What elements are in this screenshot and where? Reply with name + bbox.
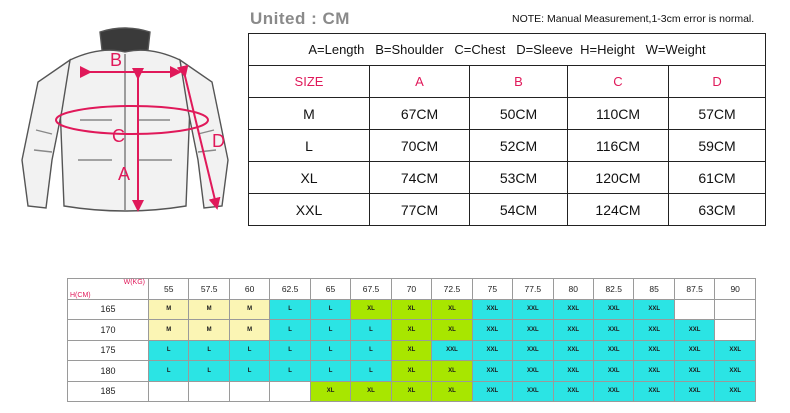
table-row	[249, 162, 766, 194]
size-recommendation-cell: XXL	[513, 320, 553, 341]
size-recommendation-cell: XL	[391, 381, 431, 402]
label-b: B	[110, 50, 123, 70]
size-recommendation-cell: L	[310, 299, 350, 320]
size-recommendation-cell: XXL	[553, 299, 593, 320]
size-recommendation-cell	[715, 320, 756, 341]
size-cell: M	[249, 98, 370, 130]
table-row	[68, 381, 756, 402]
size-recommendation-cell: XXL	[513, 299, 553, 320]
size-recommendation-cell: L	[310, 340, 350, 361]
size-recommendation-cell: XXL	[715, 381, 756, 402]
size-recommendation-cell: L	[149, 340, 189, 361]
size-table-header	[249, 66, 766, 98]
size-recommendation-cell	[674, 299, 714, 320]
size-recommendation-cell	[270, 381, 310, 402]
size-recommendation-cell: XXL	[593, 340, 633, 361]
size-recommendation-cell: XXL	[674, 381, 714, 402]
weight-header-cell: 55	[149, 279, 189, 300]
legend-length: A=Length	[308, 42, 365, 57]
size-recommendation-cell: L	[149, 361, 189, 382]
sleeve-cell: 63CM	[669, 194, 766, 226]
height-cell: 175	[68, 340, 149, 361]
size-legend	[249, 34, 766, 66]
size-recommendation-cell: XXL	[472, 299, 512, 320]
size-recommendation-cell: XXL	[432, 340, 472, 361]
legend-weight: W=Weight	[645, 42, 706, 57]
height-axis-label: H(CM)	[70, 291, 91, 299]
size-recommendation-cell: XL	[432, 381, 472, 402]
size-recommendation-cell: XXL	[634, 361, 674, 382]
size-recommendation-cell: XXL	[674, 320, 714, 341]
size-recommendation-cell: XXL	[593, 381, 633, 402]
chest-cell: 116CM	[568, 130, 669, 162]
size-recommendation-cell: L	[270, 320, 310, 341]
size-recommendation-cell: XXL	[634, 340, 674, 361]
size-recommendation-cell	[229, 381, 269, 402]
size-recommendation-cell: M	[149, 320, 189, 341]
size-recommendation-cell: M	[229, 299, 269, 320]
legend-sleeve: D=Sleeve	[516, 42, 573, 57]
size-recommendation-cell: L	[229, 361, 269, 382]
size-chart-table	[248, 33, 766, 226]
legend-chest: C=Chest	[454, 42, 506, 57]
label-c: C	[112, 126, 125, 146]
size-recommendation-cell: L	[351, 361, 391, 382]
height-cell: 170	[68, 320, 149, 341]
shoulder-cell: 53CM	[470, 162, 568, 194]
weight-header-cell: 65	[310, 279, 350, 300]
size-recommendation-cell: XXL	[472, 361, 512, 382]
size-cell: L	[249, 130, 370, 162]
size-recommendation-cell: XL	[351, 299, 391, 320]
size-recommendation-cell: XL	[310, 381, 350, 402]
length-cell: 74CM	[370, 162, 470, 194]
weight-header-cell: 85	[634, 279, 674, 300]
size-recommendation-cell	[715, 299, 756, 320]
length-cell: 77CM	[370, 194, 470, 226]
size-recommendation-cell: L	[310, 361, 350, 382]
size-recommendation-cell: L	[270, 340, 310, 361]
table-row	[68, 299, 756, 320]
shoulder-cell: 50CM	[470, 98, 568, 130]
weight-header-cell: 80	[553, 279, 593, 300]
label-d: D	[212, 131, 225, 151]
size-recommendation-cell: L	[229, 340, 269, 361]
size-recommendation-cell	[149, 381, 189, 402]
weight-header-cell: 87.5	[674, 279, 714, 300]
header-c: C	[568, 66, 669, 98]
size-recommendation-cell: XL	[432, 361, 472, 382]
header-b: B	[470, 66, 568, 98]
size-recommendation-cell: XL	[351, 381, 391, 402]
shoulder-cell: 52CM	[470, 130, 568, 162]
weight-header-cell: 62.5	[270, 279, 310, 300]
weight-header-cell: 90	[715, 279, 756, 300]
size-recommendation-cell: XXL	[715, 340, 756, 361]
weight-header-cell: 77.5	[513, 279, 553, 300]
height-weight-grid	[67, 278, 756, 402]
height-cell: 165	[68, 299, 149, 320]
chest-cell: 110CM	[568, 98, 669, 130]
size-recommendation-cell: XXL	[553, 381, 593, 402]
legend-height: H=Height	[580, 42, 635, 57]
size-recommendation-cell: XXL	[634, 299, 674, 320]
size-recommendation-cell: XXL	[634, 381, 674, 402]
size-recommendation-cell: XL	[391, 299, 431, 320]
weight-header-row	[68, 279, 756, 300]
legend-shoulder: B=Shoulder	[375, 42, 444, 57]
weight-header-cell: 75	[472, 279, 512, 300]
shoulder-cell: 54CM	[470, 194, 568, 226]
header-size: SIZE	[249, 66, 370, 98]
size-recommendation-cell: XXL	[513, 381, 553, 402]
table-row	[68, 361, 756, 382]
size-recommendation-cell: L	[270, 361, 310, 382]
height-cell: 185	[68, 381, 149, 402]
size-recommendation-cell: XXL	[472, 381, 512, 402]
size-recommendation-cell: XXL	[513, 340, 553, 361]
size-recommendation-cell: XXL	[553, 361, 593, 382]
size-recommendation-cell: L	[270, 299, 310, 320]
weight-header-cell: 72.5	[432, 279, 472, 300]
table-row	[249, 130, 766, 162]
length-cell: 67CM	[370, 98, 470, 130]
size-recommendation-cell: XL	[391, 340, 431, 361]
size-recommendation-cell: XXL	[593, 299, 633, 320]
size-recommendation-cell: XL	[391, 361, 431, 382]
sleeve-cell: 61CM	[669, 162, 766, 194]
size-recommendation-cell: XXL	[553, 340, 593, 361]
size-recommendation-cell: XL	[432, 299, 472, 320]
label-a: A	[118, 164, 131, 184]
size-recommendation-cell: M	[189, 320, 229, 341]
measurement-note: NOTE: Manual Measurement,1-3cm error is normal.	[512, 13, 755, 25]
header-a: A	[370, 66, 470, 98]
size-recommendation-cell: M	[189, 299, 229, 320]
unit-title: United : CM	[250, 9, 350, 28]
size-recommendation-cell	[189, 381, 229, 402]
weight-header-cell: 67.5	[351, 279, 391, 300]
size-recommendation-cell: XXL	[715, 361, 756, 382]
sleeve-cell: 57CM	[669, 98, 766, 130]
size-recommendation-cell: L	[351, 320, 391, 341]
size-recommendation-cell: XXL	[513, 361, 553, 382]
length-cell: 70CM	[370, 130, 470, 162]
size-recommendation-cell: XL	[391, 320, 431, 341]
size-recommendation-cell: M	[229, 320, 269, 341]
size-cell: XXL	[249, 194, 370, 226]
size-recommendation-cell: XXL	[634, 320, 674, 341]
size-recommendation-cell: XXL	[472, 340, 512, 361]
size-recommendation-cell: M	[149, 299, 189, 320]
size-recommendation-cell: L	[189, 340, 229, 361]
weight-header-cell: 82.5	[593, 279, 633, 300]
size-recommendation-cell: XXL	[472, 320, 512, 341]
size-recommendation-cell: L	[351, 340, 391, 361]
weight-header-cell: 60	[229, 279, 269, 300]
table-row	[249, 98, 766, 130]
jacket-illustration	[0, 10, 240, 225]
size-recommendation-cell: XXL	[553, 320, 593, 341]
header-d: D	[669, 66, 766, 98]
size-recommendation-cell: XXL	[593, 320, 633, 341]
size-cell: XL	[249, 162, 370, 194]
grid-corner	[68, 279, 149, 300]
table-row	[249, 194, 766, 226]
table-row	[68, 340, 756, 361]
size-recommendation-cell: XL	[432, 320, 472, 341]
weight-axis-label: W(KG)	[123, 279, 145, 286]
size-recommendation-cell: XXL	[593, 361, 633, 382]
height-cell: 180	[68, 361, 149, 382]
size-recommendation-cell: L	[189, 361, 229, 382]
weight-header-cell: 57.5	[189, 279, 229, 300]
table-row	[68, 320, 756, 341]
sleeve-cell: 59CM	[669, 130, 766, 162]
size-recommendation-cell: XXL	[674, 361, 714, 382]
chest-cell: 124CM	[568, 194, 669, 226]
size-recommendation-cell: L	[310, 320, 350, 341]
size-recommendation-cell: XXL	[674, 340, 714, 361]
chest-cell: 120CM	[568, 162, 669, 194]
weight-header-cell: 70	[391, 279, 431, 300]
